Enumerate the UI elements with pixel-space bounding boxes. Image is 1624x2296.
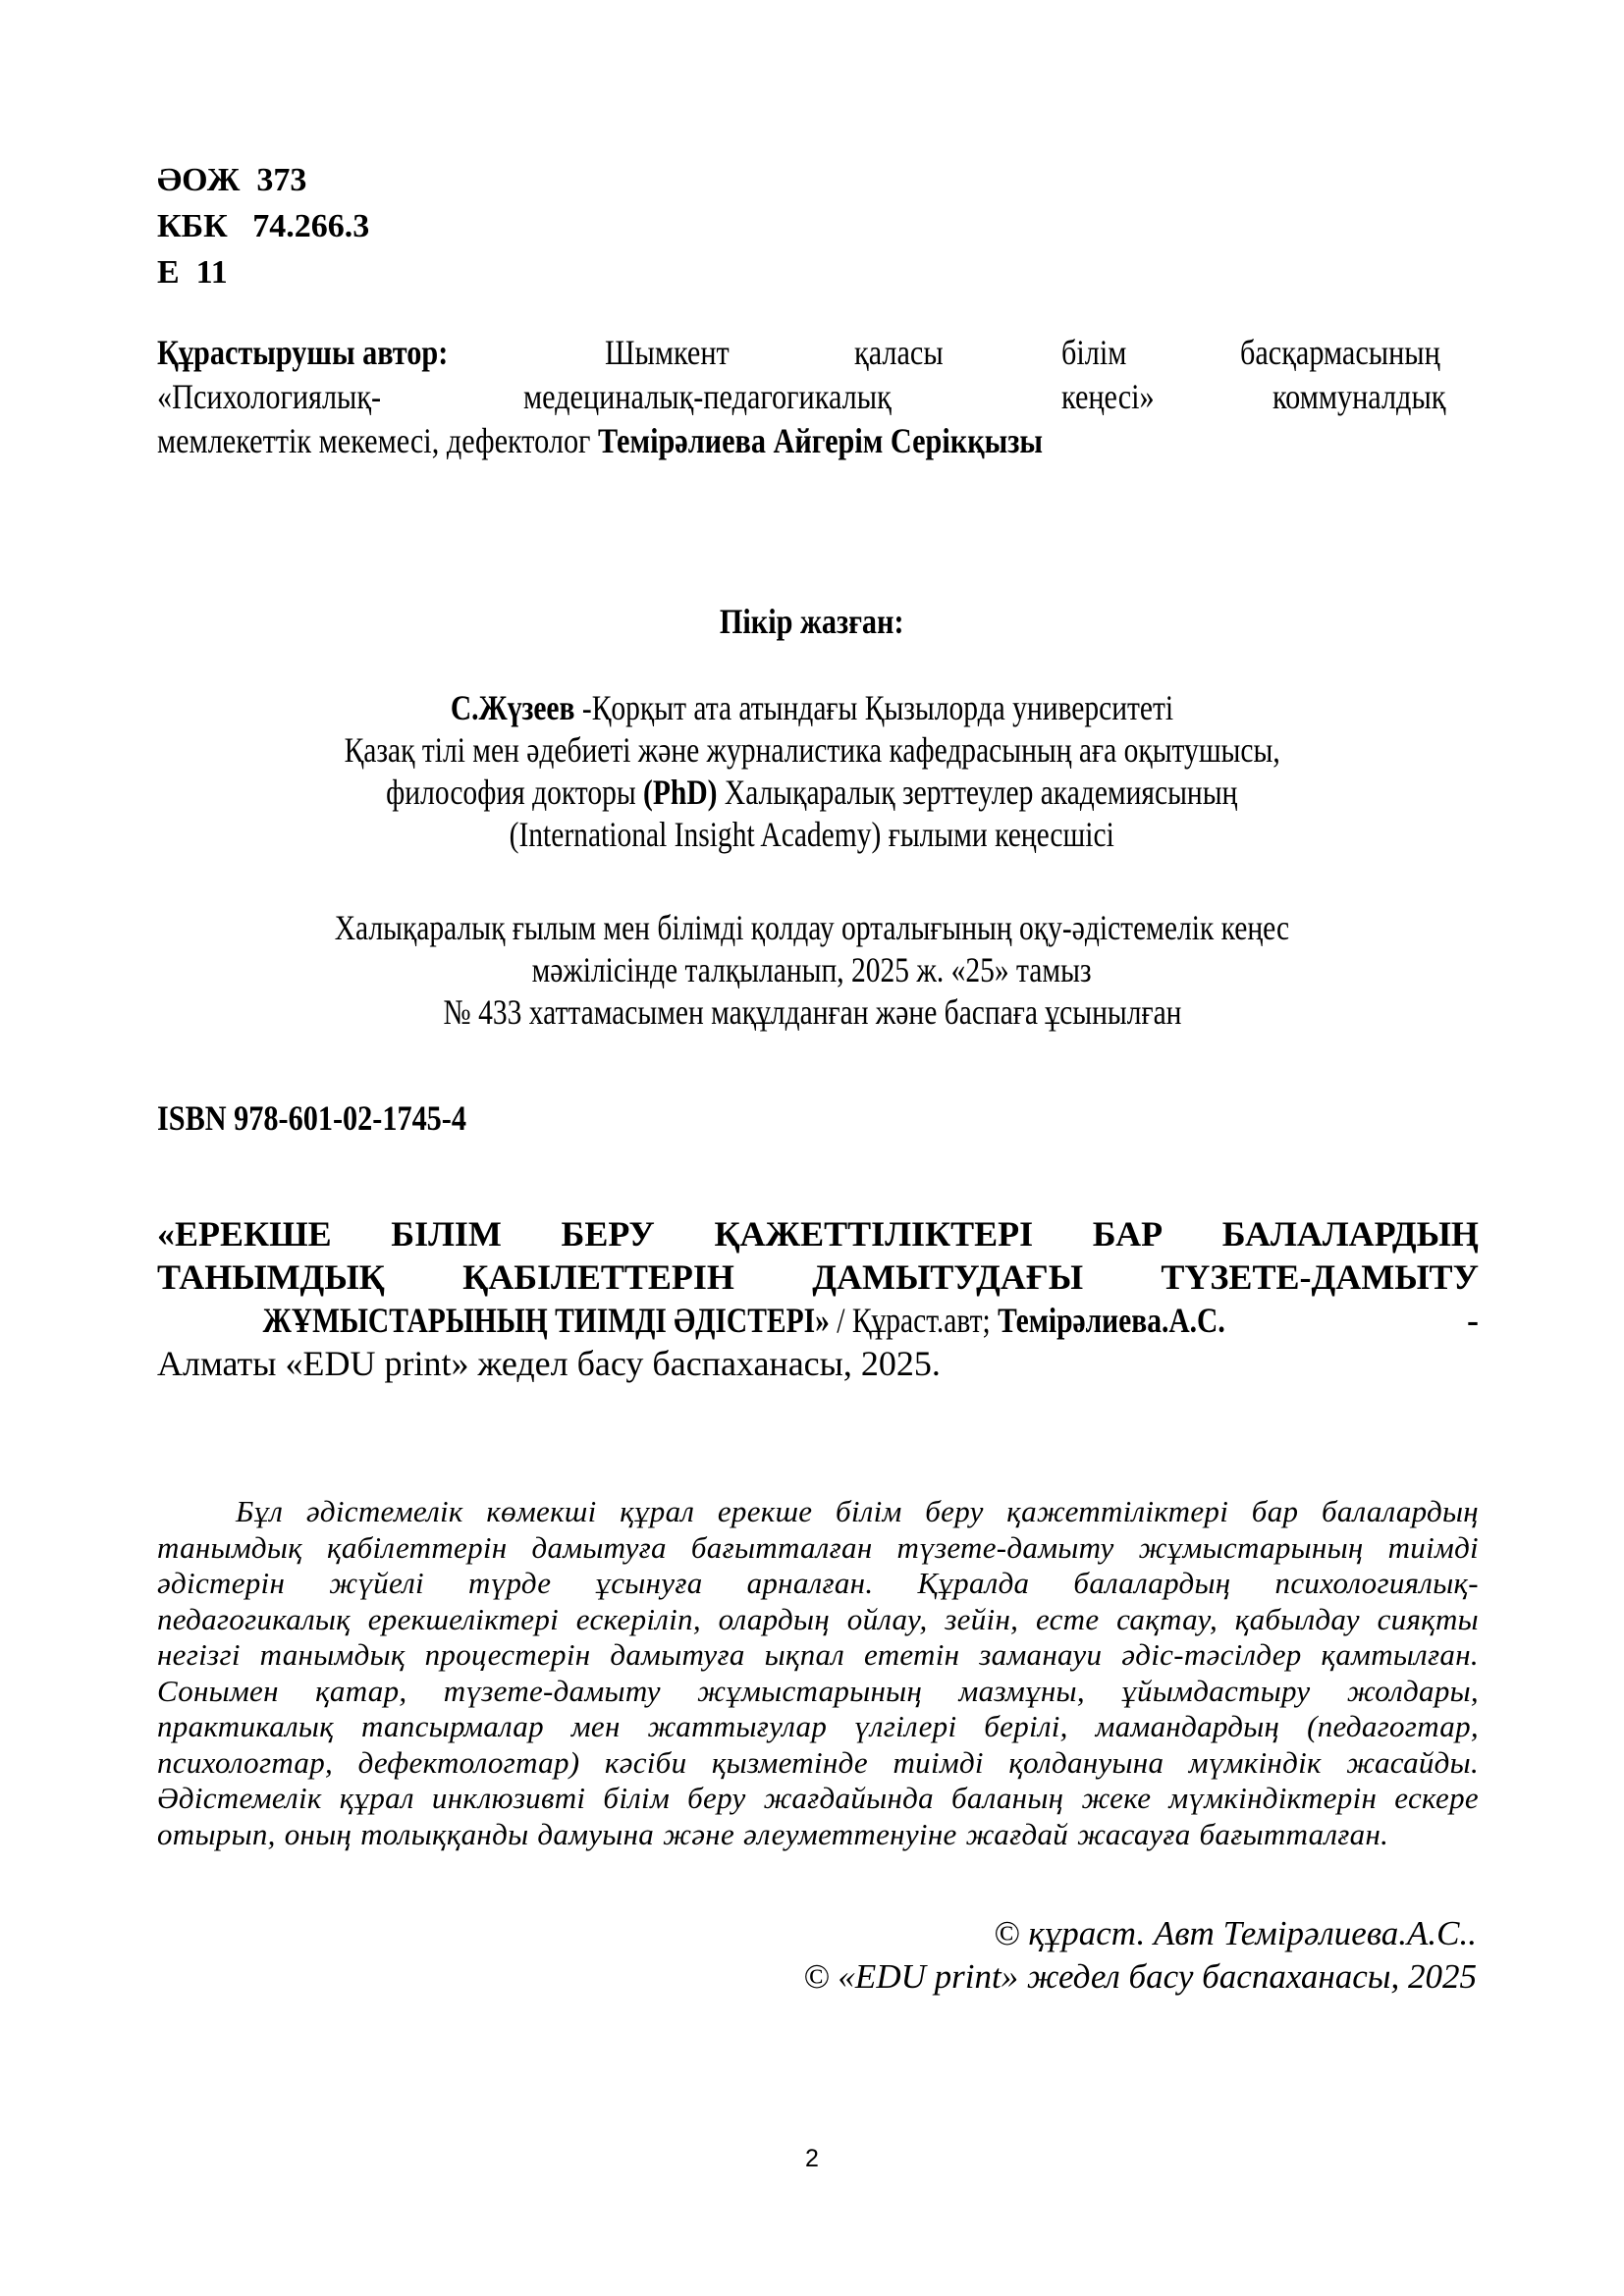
classification-codes [157, 157, 1479, 295]
abstract-word: дамуына [537, 1816, 655, 1851]
author-word: қаласы [853, 333, 944, 372]
abstract-word: сақтау, [1116, 1601, 1218, 1636]
abstract-word: дамытуға [610, 1637, 745, 1672]
approval-text: Халықаралық ғылым мен білімді қолдау орталығының оқу-әдістемелік кеңес [334, 908, 1290, 947]
abstract-line [157, 1817, 1479, 1853]
reviewer-name: С.Жүзеев [450, 688, 575, 727]
abstract-word: ықпал [764, 1637, 845, 1672]
abstract-word: ерекше [717, 1494, 813, 1528]
author-line-1 [157, 332, 1479, 376]
abstract-word: тиімді [1387, 1529, 1479, 1565]
abstract-word: білім [835, 1494, 902, 1528]
abstract-word: жолдары, [1346, 1673, 1479, 1708]
abstract-line [157, 1530, 1479, 1567]
author-line-3 [157, 420, 1479, 464]
isbn [157, 1097, 1479, 1139]
abstract-word: бағытталған. [1199, 1816, 1389, 1851]
abstract-word: қызметінде [711, 1744, 868, 1780]
title-line-1 [157, 1213, 1479, 1256]
abstract-word: тиімді [893, 1744, 984, 1780]
abstract-word: әлеуметтенуіне [743, 1816, 957, 1851]
abstract-word: мүмкіндіктерін [1168, 1781, 1378, 1815]
title-dash: - [1467, 1301, 1479, 1340]
abstract-word: түзете-дамыту [896, 1529, 1114, 1565]
abstract-word: бағытталған [690, 1529, 873, 1565]
abstract-word: сияқты [1377, 1601, 1479, 1636]
abstract-word: балалардың [1321, 1494, 1479, 1528]
author-word: Шымкент [604, 333, 730, 372]
abstract-word: мазмұны, [958, 1673, 1085, 1708]
abstract-word: берілі, [984, 1709, 1068, 1743]
abstract-word: (педагогтар, [1307, 1709, 1479, 1743]
reviewer-line-1 [0, 687, 1624, 728]
author-label: Құрастырушы автор: [157, 333, 449, 372]
abstract-word: мүмкіндік [1188, 1744, 1322, 1780]
abstract-word: дефектологтар) [357, 1744, 580, 1780]
abstract-word: жеке [1081, 1781, 1152, 1815]
isbn-text: ISBN 978-601-02-1745-4 [157, 1098, 466, 1138]
reviewer-affiliation: -Қорқыт ата атындағы Қызылорда университеті [574, 688, 1174, 727]
title-word: ДАМЫТУДАҒЫ [812, 1257, 1084, 1297]
abstract-word: балалардың [1073, 1566, 1231, 1600]
bibliographic-title [157, 1213, 1479, 1386]
compiler-author-block [157, 332, 1479, 464]
abstract-word: көмекші [486, 1494, 597, 1528]
abstract-word: қабілеттерін [327, 1529, 508, 1565]
abstract-word: психологиялық- [1274, 1566, 1479, 1600]
copyright-block [803, 1912, 1477, 1999]
abstract-word: беру [687, 1781, 746, 1815]
abstract-word: жағдайында [763, 1781, 934, 1815]
title-line-3 [157, 1300, 1479, 1343]
abstract-word: жаттығулар [647, 1709, 828, 1743]
publisher-line [157, 1343, 1479, 1386]
abstract-word: жұмыстарының [697, 1673, 923, 1708]
abstract-word: үлгілері [854, 1709, 957, 1743]
abstract-word: бар [1251, 1494, 1299, 1528]
abstract-word: мамандардың [1095, 1709, 1280, 1743]
abstract-word: танымдық [259, 1637, 406, 1672]
abstract-word: ерекшеліктері [367, 1601, 560, 1636]
abstract-word: және [663, 1816, 735, 1851]
abstract-word: процестерін [424, 1637, 591, 1672]
compiler-name: Темірәлиева.А.С. [998, 1301, 1225, 1340]
reviewer-line-2 [0, 729, 1624, 771]
approval-line-3 [0, 991, 1624, 1033]
approval-line-1 [0, 907, 1624, 948]
abstract-word: дамытуға [531, 1529, 667, 1565]
abstract-word: жасауға [1077, 1816, 1191, 1851]
abstract-word: Бұл [236, 1494, 284, 1528]
abstract-word: жасайды. [1346, 1744, 1479, 1780]
title-word: ҚАБІЛЕТТЕРІН [462, 1257, 734, 1297]
abstract-word: Әдістемелік [157, 1781, 322, 1815]
reviewer-line-3 [0, 772, 1624, 813]
abstract-word: қабылдау [1234, 1601, 1360, 1636]
author-name: Темірәлиева Айгерім Серікқызы [598, 421, 1044, 460]
abstract-word: олардың [718, 1601, 831, 1636]
abstract-word: құрал [339, 1781, 414, 1815]
abstract-word: педагогикалық [157, 1601, 351, 1636]
author-word: кеңесі» [1061, 377, 1156, 416]
abstract-word: танымдық [157, 1529, 302, 1565]
abstract-word: ескеріліп, [575, 1601, 701, 1636]
abstract-word: беру [925, 1494, 984, 1528]
abstract-line [157, 1602, 1479, 1638]
reviewer-heading [0, 601, 1624, 642]
abstract-word: ұсынуға [595, 1566, 703, 1600]
abstract-word: негізгі [157, 1637, 241, 1672]
abstract-line [157, 1494, 1479, 1530]
abstract-word: жұмыстарының [1138, 1529, 1364, 1565]
abstract-word: ойлау, [846, 1601, 928, 1636]
abstract-word: отырып, [157, 1816, 276, 1851]
title-word: БАР [1092, 1214, 1164, 1254]
abstract-line [157, 1781, 1479, 1817]
abstract-word: түзете-дамыту [443, 1673, 661, 1708]
lbc-code: КБК 74.266.3 [157, 208, 370, 244]
abstract [157, 1494, 1479, 1852]
reviewer-position: Қазақ тілі мен әдебиеті және журналистика кафедрасының аға оқытушысы, [344, 730, 1280, 770]
approval-line-2 [0, 949, 1624, 990]
title-end: ЖҰМЫСТАРЫНЫҢ ТИІМДІ ӘДІСТЕРІ» [262, 1301, 830, 1340]
author-institution [157, 420, 1043, 464]
copyright-author: © құраст. Авт Темірәлиева.А.С.. [994, 1914, 1477, 1952]
reviewer-line-4 [0, 814, 1624, 855]
abstract-word: білім [603, 1781, 671, 1815]
approval-protocol: № 433 хаттамасымен мақұлданған және баспаға ұсынылған [443, 992, 1181, 1032]
abstract-word: әдіс-тәсілдер [1121, 1637, 1302, 1672]
author-word: медециналық-педагогикалық [523, 377, 893, 416]
title-word: ҚАЖЕТТІЛІКТЕРІ [714, 1214, 1034, 1254]
abstract-word: ұйымдастыру [1121, 1673, 1311, 1708]
udc-code: ӘОЖ 373 [157, 162, 307, 198]
abstract-line [157, 1745, 1479, 1782]
abstract-line [157, 1637, 1479, 1674]
reviewer-academy: Халықаралық зерттеулер академиясының [717, 773, 1238, 812]
abstract-word: әдістерін [157, 1566, 286, 1600]
abstract-word: қолдануына [1008, 1744, 1164, 1780]
abstract-word: түрде [468, 1566, 552, 1600]
author-word: «Психологиялық- [157, 377, 382, 416]
reviewer-heading-text: Пікір жазған: [720, 602, 904, 641]
abstract-line [157, 1566, 1479, 1602]
abstract-word: зейін, [945, 1601, 1019, 1636]
abstract-word: қажеттіліктері [1006, 1494, 1229, 1528]
title-word: «ЕРЕКШЕ [157, 1214, 332, 1254]
title-word: ТАНЫМДЫҚ [157, 1257, 385, 1297]
abstract-word: мен [570, 1709, 621, 1743]
title-word: БІЛІМ [391, 1214, 502, 1254]
abstract-word: Құралда [917, 1566, 1030, 1600]
approval-date: мәжілісінде талқыланып, 2025 ж. «25» тамыз [531, 950, 1092, 989]
abstract-word: жүйелі [329, 1566, 424, 1600]
abstract-word: кәсіби [604, 1744, 687, 1780]
author-institution-text: мемлекеттік мекемесі, дефектолог [157, 421, 591, 460]
abstract-word: инклюзивті [431, 1781, 586, 1815]
author-word: коммуналдық [1272, 377, 1446, 416]
abstract-line [157, 1709, 1479, 1745]
abstract-word: оның [284, 1816, 352, 1851]
title-word: БЕРУ [561, 1214, 655, 1254]
abstract-word: жағдай [965, 1816, 1069, 1851]
abstract-word: психологтар, [157, 1744, 334, 1780]
abstract-word: ететін [864, 1637, 960, 1672]
abstract-word: тапсырмалар [360, 1709, 544, 1743]
page-number: 2 [805, 2145, 819, 2172]
compiler-abbrev: / Құраст.авт; [837, 1301, 991, 1340]
author-word: басқармасының [1240, 333, 1441, 372]
reviewer-phd: (PhD) [643, 773, 718, 812]
abstract-line [157, 1674, 1479, 1710]
abstract-word: практикалық [157, 1709, 335, 1743]
author-line-2 [157, 376, 1479, 420]
title-word: ТҮЗЕТЕ-ДАМЫТУ [1161, 1257, 1479, 1297]
author-mark: Е 11 [157, 254, 228, 291]
abstract-word: әдістемелік [305, 1494, 463, 1528]
reviewer-degree: философия докторы [386, 773, 644, 812]
abstract-word: толыққанды [360, 1816, 529, 1851]
reviewer-council: (International Insight Academy) ғылыми кеңесшісі [509, 815, 1115, 854]
abstract-word: қатар, [315, 1673, 407, 1708]
title-line-3-group [263, 1300, 1225, 1343]
abstract-word: арналған. [746, 1566, 874, 1600]
abstract-word: ескере [1394, 1781, 1479, 1815]
publisher-text: Алматы «EDU print» жедел басу баспаханасы, 2025. [157, 1344, 941, 1383]
title-word: БАЛАЛАРДЫҢ [1221, 1214, 1479, 1254]
author-word: білім [1061, 333, 1127, 372]
abstract-word: баланың [951, 1781, 1064, 1815]
abstract-word: заманауи [979, 1637, 1103, 1672]
abstract-word: Сонымен [157, 1673, 279, 1708]
abstract-word: қамтылған. [1321, 1637, 1479, 1672]
title-line-2 [157, 1256, 1479, 1300]
copyright-publisher: © «EDU print» жедел басу баспаханасы, 2025 [803, 1957, 1477, 1996]
abstract-word: есте [1035, 1601, 1100, 1636]
abstract-word: құрал [620, 1494, 695, 1528]
